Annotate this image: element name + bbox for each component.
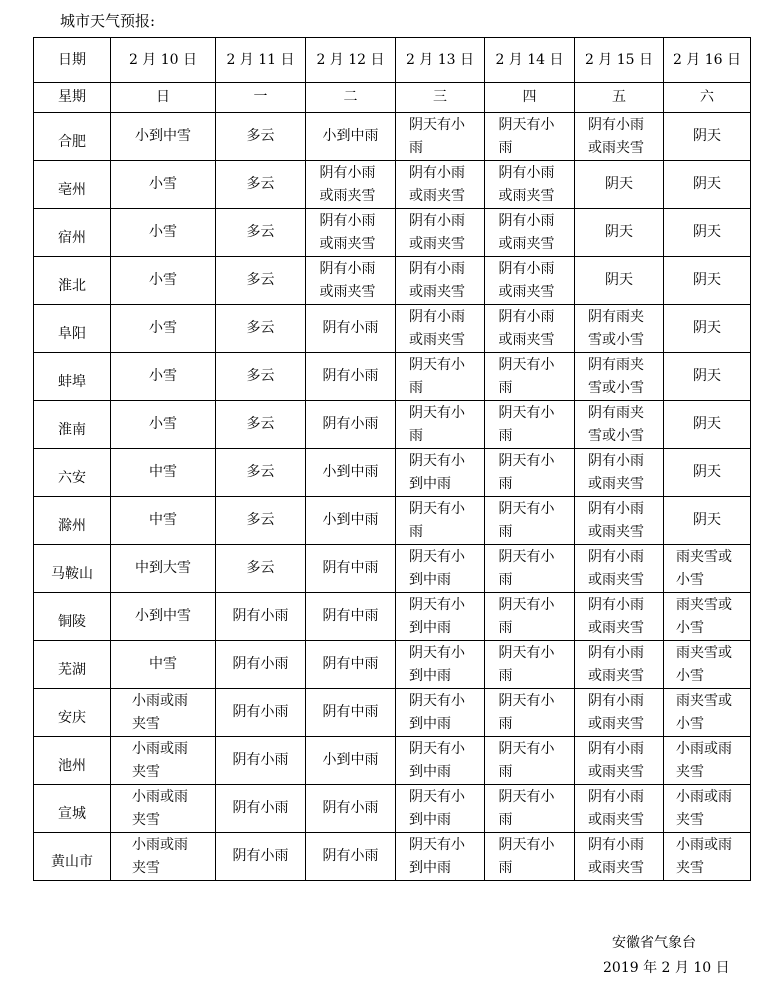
forecast-text: 阴有小雨或雨夹雪 (319, 164, 376, 204)
forecast-text: 阴有小雨或雨夹雪 (588, 452, 644, 492)
date-cell: 2 月 10 日 (111, 38, 216, 83)
forecast-text: 阴天 (605, 176, 633, 192)
forecast-text: 小到中雪 (135, 608, 191, 624)
forecast-text: 阴有小雨或雨夹雪 (409, 308, 465, 348)
city-row (34, 689, 751, 737)
forecast-text: 小到中雨 (322, 464, 379, 480)
city-name-cell (34, 593, 111, 641)
forecast-cell (396, 305, 485, 353)
forecast-text: 阴有小雨或雨夹雪 (588, 740, 644, 780)
forecast-cell (306, 833, 396, 881)
forecast-text: 雨夹雪或小雪 (676, 548, 732, 588)
forecast-text: 阴天有小雨 (498, 452, 555, 492)
forecast-text: 阴有小雨或雨夹雪 (588, 548, 644, 588)
forecast-cell (664, 161, 751, 209)
city-row (34, 593, 751, 641)
city-row (34, 305, 751, 353)
forecast-cell (485, 545, 575, 593)
forecast-text: 阴有小雨 (322, 320, 379, 336)
page-title: 城市天气预报: (60, 12, 156, 30)
forecast-text: 小雨或雨夹雪 (132, 788, 188, 828)
forecast-cell (306, 593, 396, 641)
forecast-cell (216, 257, 306, 305)
forecast-text: 阴天有小雨 (409, 404, 465, 444)
forecast-text: 阴有雨夹雪或小雪 (588, 356, 644, 396)
forecast-cell (664, 113, 751, 161)
forecast-text: 阴有小雨或雨夹雪 (588, 644, 644, 684)
city-name: 淮北 (58, 278, 86, 294)
city-name-cell (34, 257, 111, 305)
forecast-text: 中雪 (149, 512, 177, 528)
forecast-cell (111, 353, 216, 401)
forecast-cell (664, 689, 751, 737)
forecast-text: 阴天有小雨 (498, 548, 555, 588)
forecast-text: 阴天有小雨 (498, 356, 555, 396)
forecast-text: 阴天 (693, 272, 721, 288)
forecast-cell (575, 689, 664, 737)
weekday-cell: 日 (111, 83, 216, 113)
forecast-text: 小到中雨 (322, 128, 379, 144)
forecast-cell (396, 833, 485, 881)
city-name: 滁州 (58, 518, 86, 534)
forecast-cell (306, 401, 396, 449)
forecast-text: 阴有小雨 (322, 368, 379, 384)
forecast-cell (111, 641, 216, 689)
city-name-cell (34, 113, 111, 161)
forecast-cell (485, 737, 575, 785)
forecast-cell (485, 689, 575, 737)
forecast-cell (306, 353, 396, 401)
forecast-text: 多云 (246, 272, 275, 288)
forecast-text: 雨夹雪或小雪 (676, 644, 732, 684)
city-row (34, 641, 751, 689)
forecast-text: 阴天有小雨 (498, 740, 555, 780)
forecast-cell (485, 257, 575, 305)
city-name-cell (34, 785, 111, 833)
forecast-cell (111, 593, 216, 641)
forecast-text: 多云 (246, 416, 275, 432)
forecast-cell (396, 497, 485, 545)
forecast-cell (216, 353, 306, 401)
forecast-cell (111, 209, 216, 257)
date-cell: 2 月 15 日 (575, 38, 664, 83)
city-name-cell (34, 497, 111, 545)
forecast-text: 小到中雨 (322, 512, 379, 528)
forecast-text: 阴有小雨或雨夹雪 (498, 260, 555, 300)
forecast-text: 阴有小雨 (232, 608, 289, 624)
forecast-cell (664, 785, 751, 833)
forecast-cell (216, 449, 306, 497)
forecast-cell (575, 785, 664, 833)
city-row (34, 449, 751, 497)
forecast-cell (216, 113, 306, 161)
forecast-text: 阴有小雨 (232, 752, 289, 768)
forecast-text: 多云 (246, 224, 275, 240)
forecast-text: 多云 (246, 320, 275, 336)
forecast-text: 小雨或雨夹雪 (676, 836, 732, 876)
issue-date: 2019 年 2 月 10 日 (603, 960, 730, 976)
forecast-cell (216, 161, 306, 209)
weekday-cell: 一 (216, 83, 306, 113)
forecast-cell (575, 113, 664, 161)
forecast-text: 小雪 (149, 368, 177, 384)
forecast-cell (111, 689, 216, 737)
forecast-cell (485, 593, 575, 641)
forecast-cell (396, 113, 485, 161)
forecast-text: 阴有中雨 (322, 560, 379, 576)
city-name-cell (34, 401, 111, 449)
city-name-cell (34, 353, 111, 401)
forecast-text: 小雨或雨夹雪 (132, 836, 188, 876)
city-name-cell (34, 833, 111, 881)
forecast-cell (111, 785, 216, 833)
forecast-cell (111, 113, 216, 161)
weekday-cell: 五 (575, 83, 664, 113)
forecast-cell (485, 353, 575, 401)
forecast-text: 阴天有小雨 (409, 116, 465, 156)
forecast-cell (216, 305, 306, 353)
forecast-cell (664, 449, 751, 497)
forecast-text: 小雨或雨夹雪 (676, 740, 732, 780)
weekday-header-row (34, 83, 751, 113)
forecast-cell (306, 785, 396, 833)
date-cell: 2 月 13 日 (396, 38, 485, 83)
forecast-cell (396, 641, 485, 689)
forecast-text: 阴有小雨 (322, 416, 379, 432)
forecast-text: 阴有小雨 (232, 848, 289, 864)
forecast-cell (575, 209, 664, 257)
forecast-cell (306, 209, 396, 257)
forecast-cell (575, 449, 664, 497)
city-name: 宿州 (58, 230, 86, 246)
issuer-name: 安徽省气象台 (612, 935, 696, 951)
forecast-cell (575, 833, 664, 881)
forecast-cell (485, 113, 575, 161)
weekday-label: 星期 (34, 83, 111, 113)
forecast-cell (396, 161, 485, 209)
city-name: 安庆 (58, 710, 86, 726)
forecast-text: 多云 (246, 176, 275, 192)
forecast-text: 阴天有小雨 (498, 596, 555, 636)
forecast-cell (485, 449, 575, 497)
forecast-text: 阴天有小到中雨 (409, 452, 465, 492)
forecast-cell (306, 449, 396, 497)
city-name: 宣城 (58, 806, 86, 822)
forecast-text: 阴有小雨或雨夹雪 (588, 836, 644, 876)
city-row (34, 737, 751, 785)
forecast-cell (485, 785, 575, 833)
forecast-text: 阴天 (693, 512, 721, 528)
weekday-cell: 二 (306, 83, 396, 113)
forecast-text: 多云 (246, 128, 275, 144)
forecast-cell (396, 689, 485, 737)
forecast-cell (111, 305, 216, 353)
city-name-cell (34, 209, 111, 257)
forecast-cell (111, 257, 216, 305)
forecast-text: 阴天 (693, 320, 721, 336)
forecast-cell (664, 737, 751, 785)
forecast-text: 阴天有小雨 (498, 500, 555, 540)
forecast-text: 小雪 (149, 224, 177, 240)
forecast-text: 阴有小雨或雨夹雪 (588, 116, 644, 156)
forecast-text: 阴天有小到中雨 (409, 596, 465, 636)
date-cell: 2 月 16 日 (664, 38, 751, 83)
city-row (34, 209, 751, 257)
forecast-cell (575, 593, 664, 641)
city-row (34, 353, 751, 401)
forecast-text: 雨夹雪或小雪 (676, 692, 732, 732)
forecast-cell (664, 209, 751, 257)
forecast-cell (396, 737, 485, 785)
forecast-text: 阴天有小雨 (409, 356, 465, 396)
forecast-text: 阴天 (693, 416, 721, 432)
forecast-text: 阴天有小雨 (498, 116, 555, 156)
forecast-text: 中雪 (149, 656, 177, 672)
forecast-text: 多云 (246, 464, 275, 480)
forecast-cell (396, 545, 485, 593)
city-row (34, 833, 751, 881)
city-name: 马鞍山 (51, 566, 93, 582)
forecast-cell (396, 401, 485, 449)
forecast-cell (575, 545, 664, 593)
forecast-cell (306, 641, 396, 689)
city-name: 蚌埠 (58, 374, 86, 390)
weekday-cell: 六 (664, 83, 751, 113)
forecast-cell (485, 833, 575, 881)
forecast-text: 多云 (246, 560, 275, 576)
forecast-cell (396, 593, 485, 641)
forecast-text: 阴天有小雨 (498, 404, 555, 444)
forecast-cell (306, 737, 396, 785)
forecast-text: 阴有小雨 (322, 848, 379, 864)
forecast-text: 阴有小雨或雨夹雪 (409, 260, 465, 300)
forecast-cell (575, 161, 664, 209)
city-name-cell (34, 449, 111, 497)
forecast-cell (485, 497, 575, 545)
forecast-text: 小雪 (149, 272, 177, 288)
forecast-cell (664, 497, 751, 545)
forecast-cell (664, 305, 751, 353)
forecast-cell (485, 161, 575, 209)
forecast-text: 阴天有小到中雨 (409, 692, 465, 732)
date-header-row (34, 38, 751, 83)
forecast-cell (306, 305, 396, 353)
forecast-cell (111, 833, 216, 881)
forecast-cell (485, 209, 575, 257)
forecast-cell (111, 545, 216, 593)
forecast-text: 阴天 (605, 224, 633, 240)
forecast-text: 阴有小雨或雨夹雪 (409, 212, 465, 252)
forecast-text: 小到中雪 (135, 128, 191, 144)
forecast-text: 阴天 (693, 464, 721, 480)
city-name-cell (34, 689, 111, 737)
forecast-text: 阴天 (693, 176, 721, 192)
forecast-text: 阴有中雨 (322, 656, 379, 672)
city-name-cell (34, 161, 111, 209)
forecast-cell (216, 545, 306, 593)
forecast-text: 多云 (246, 368, 275, 384)
forecast-cell (664, 353, 751, 401)
forecast-text: 阴有小雨或雨夹雪 (588, 692, 644, 732)
city-row (34, 545, 751, 593)
forecast-cell (111, 449, 216, 497)
forecast-text: 阴天 (693, 368, 721, 384)
date-label: 日期 (34, 38, 111, 83)
forecast-text: 阴有小雨或雨夹雪 (588, 596, 644, 636)
weekday-cell: 三 (396, 83, 485, 113)
forecast-cell (216, 497, 306, 545)
forecast-text: 小雪 (149, 320, 177, 336)
forecast-cell (216, 401, 306, 449)
forecast-text: 阴天有小雨 (498, 644, 555, 684)
forecast-text: 阴天 (693, 224, 721, 240)
forecast-cell (664, 641, 751, 689)
forecast-text: 阴有小雨 (232, 800, 289, 816)
forecast-text: 阴有小雨或雨夹雪 (319, 260, 376, 300)
forecast-text: 阴天有小到中雨 (409, 548, 465, 588)
forecast-cell (396, 209, 485, 257)
forecast-cell (664, 593, 751, 641)
forecast-cell (396, 449, 485, 497)
forecast-cell (216, 641, 306, 689)
forecast-cell (306, 689, 396, 737)
forecast-text: 小雨或雨夹雪 (132, 692, 188, 732)
forecast-text: 小到中雨 (322, 752, 379, 768)
forecast-cell (306, 497, 396, 545)
forecast-text: 阴有小雨 (232, 656, 289, 672)
forecast-text: 阴有小雨或雨夹雪 (498, 164, 555, 204)
city-row (34, 113, 751, 161)
city-name: 淮南 (58, 422, 86, 438)
forecast-cell (485, 305, 575, 353)
forecast-text: 阴有中雨 (322, 704, 379, 720)
forecast-text: 小雨或雨夹雪 (676, 788, 732, 828)
forecast-text: 小雨或雨夹雪 (132, 740, 188, 780)
forecast-text: 阴有小雨或雨夹雪 (588, 500, 644, 540)
forecast-text: 阴有雨夹雪或小雪 (588, 404, 644, 444)
forecast-text: 阴有小雨 (322, 800, 379, 816)
city-row (34, 785, 751, 833)
forecast-text: 阴有小雨或雨夹雪 (409, 164, 465, 204)
city-name: 六安 (58, 470, 86, 486)
forecast-text: 阴有雨夹雪或小雪 (588, 308, 644, 348)
forecast-cell (216, 689, 306, 737)
forecast-text: 阴天 (605, 272, 633, 288)
forecast-text: 阴天有小到中雨 (409, 740, 465, 780)
forecast-cell (306, 257, 396, 305)
forecast-cell (216, 833, 306, 881)
forecast-text: 中雪 (149, 464, 177, 480)
forecast-text: 阴天有小雨 (498, 692, 555, 732)
forecast-text: 小雪 (149, 176, 177, 192)
forecast-text: 阴天有小到中雨 (409, 836, 465, 876)
forecast-cell (575, 401, 664, 449)
forecast-cell (111, 401, 216, 449)
forecast-cell (396, 353, 485, 401)
forecast-cell (306, 113, 396, 161)
forecast-cell (216, 785, 306, 833)
forecast-text: 阴有中雨 (322, 608, 379, 624)
city-name: 池州 (58, 758, 86, 774)
city-name-cell (34, 641, 111, 689)
forecast-cell (111, 497, 216, 545)
city-row (34, 257, 751, 305)
forecast-table (33, 37, 751, 881)
forecast-cell (664, 401, 751, 449)
forecast-text: 阴天有小雨 (498, 788, 555, 828)
forecast-cell (485, 401, 575, 449)
forecast-cell (664, 545, 751, 593)
date-cell: 2 月 12 日 (306, 38, 396, 83)
forecast-cell (111, 737, 216, 785)
weekday-cell: 四 (485, 83, 575, 113)
forecast-cell (575, 305, 664, 353)
city-name-cell (34, 545, 111, 593)
forecast-text: 多云 (246, 512, 275, 528)
date-cell: 2 月 14 日 (485, 38, 575, 83)
city-name: 合肥 (58, 134, 86, 150)
forecast-cell (396, 257, 485, 305)
forecast-text: 阴天有小雨 (498, 836, 555, 876)
city-name: 阜阳 (58, 326, 86, 342)
city-row (34, 497, 751, 545)
forecast-text: 阴天 (693, 128, 721, 144)
forecast-text: 阴天有小到中雨 (409, 644, 465, 684)
city-name-cell (34, 737, 111, 785)
city-row (34, 401, 751, 449)
forecast-text: 阴天有小雨 (409, 500, 465, 540)
forecast-text: 阴天有小到中雨 (409, 788, 465, 828)
city-name: 亳州 (58, 182, 86, 198)
forecast-cell (575, 641, 664, 689)
forecast-cell (664, 257, 751, 305)
city-name: 黄山市 (51, 854, 93, 870)
city-name: 铜陵 (58, 614, 86, 630)
forecast-text: 阴有小雨或雨夹雪 (588, 788, 644, 828)
forecast-cell (111, 161, 216, 209)
forecast-cell (575, 737, 664, 785)
forecast-text: 雨夹雪或小雪 (676, 596, 732, 636)
forecast-cell (664, 833, 751, 881)
forecast-cell (575, 497, 664, 545)
city-row (34, 161, 751, 209)
city-name-cell (34, 305, 111, 353)
forecast-cell (216, 593, 306, 641)
forecast-text: 阴有小雨或雨夹雪 (319, 212, 376, 252)
forecast-cell (216, 737, 306, 785)
forecast-cell (575, 353, 664, 401)
forecast-cell (306, 545, 396, 593)
forecast-cell (306, 161, 396, 209)
forecast-text: 中到大雪 (135, 560, 191, 576)
forecast-text: 阴有小雨 (232, 704, 289, 720)
forecast-cell (485, 641, 575, 689)
forecast-cell (575, 257, 664, 305)
date-cell: 2 月 11 日 (216, 38, 306, 83)
city-name: 芜湖 (58, 662, 86, 678)
forecast-text: 小雪 (149, 416, 177, 432)
forecast-cell (396, 785, 485, 833)
forecast-text: 阴有小雨或雨夹雪 (498, 308, 555, 348)
forecast-text: 阴有小雨或雨夹雪 (498, 212, 555, 252)
forecast-cell (216, 209, 306, 257)
